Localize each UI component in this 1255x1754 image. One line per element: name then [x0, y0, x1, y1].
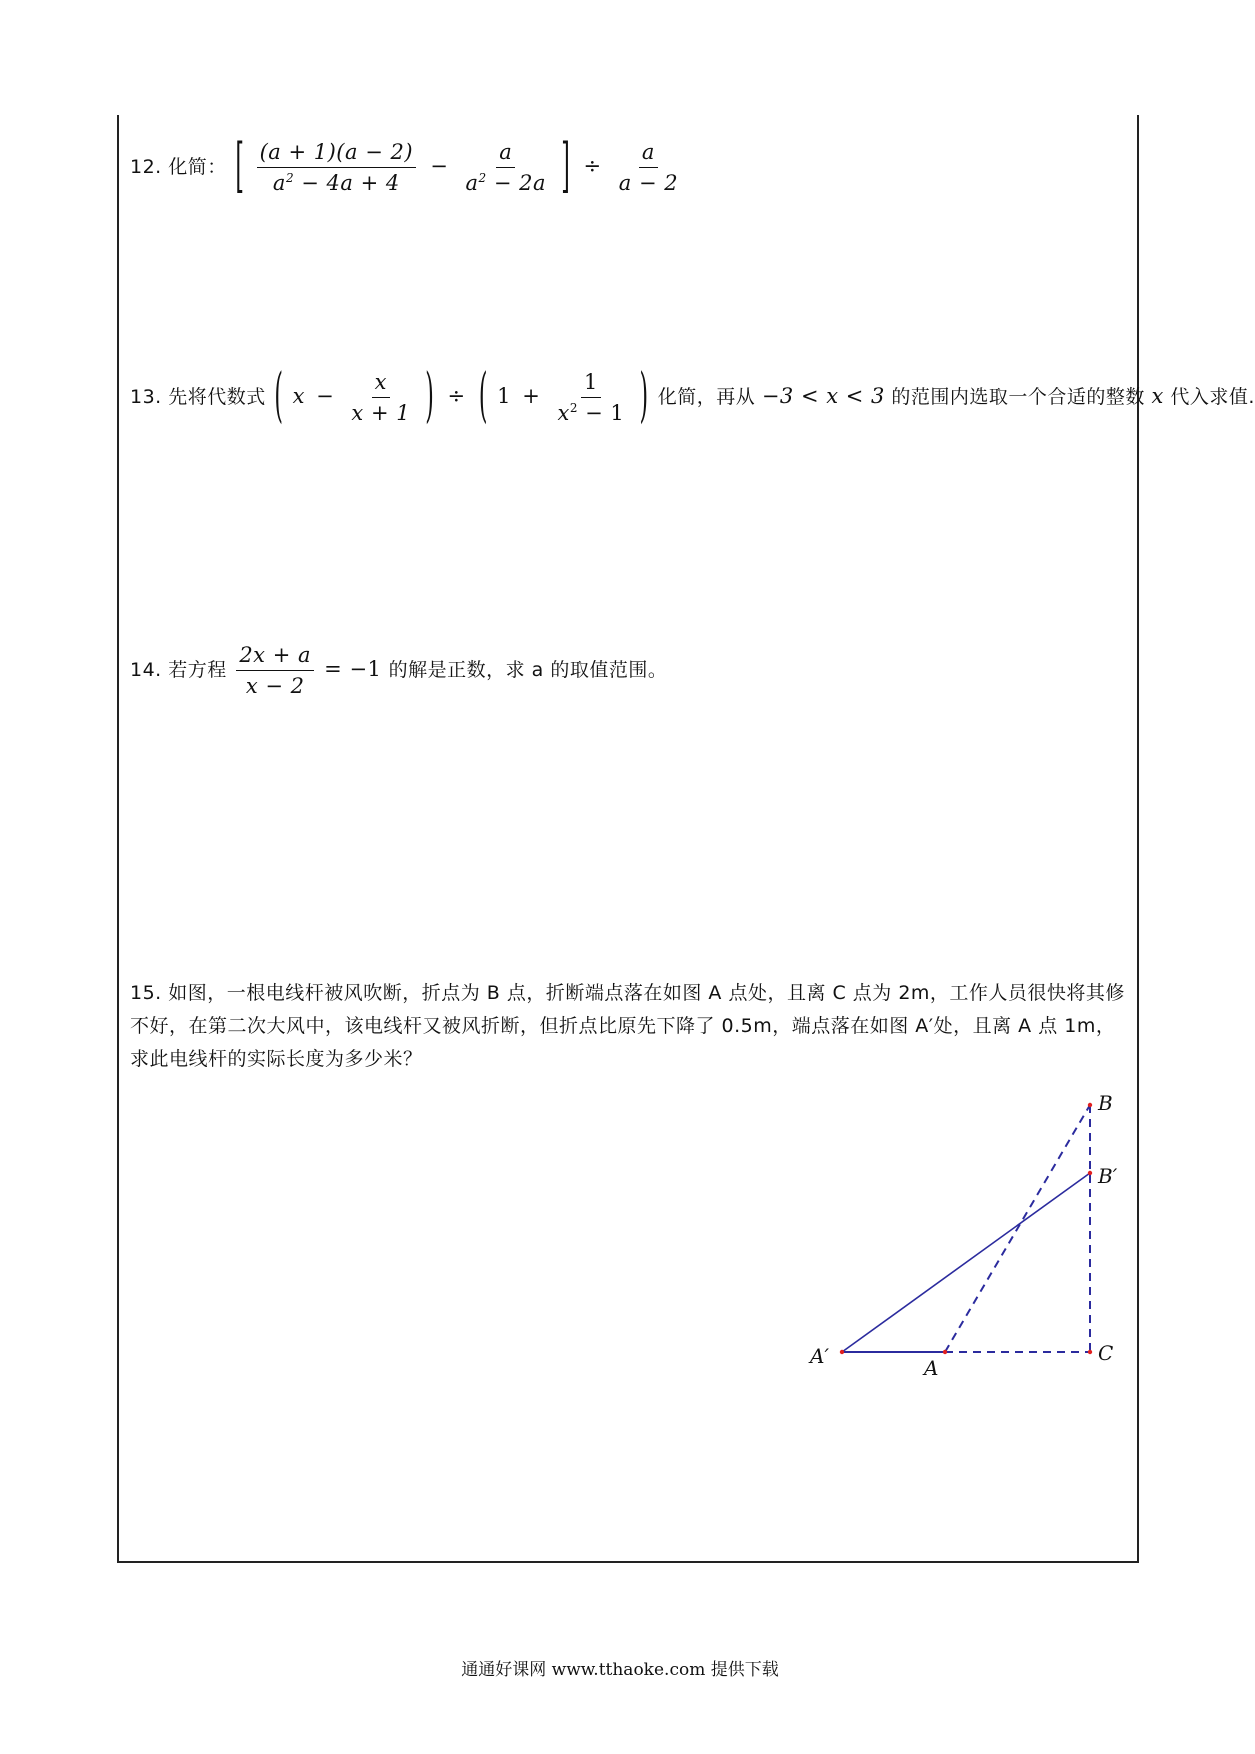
frame-left-border	[117, 115, 119, 1562]
label-A: A	[924, 1356, 939, 1380]
fraction-1	[257, 140, 416, 195]
point-B	[1088, 1103, 1092, 1107]
point-A	[943, 1350, 947, 1354]
equation-fraction: $\frac{2x + a}{x - 2}$	[236, 643, 314, 698]
question-13	[130, 363, 1255, 432]
question-13-suffix-a: 的范围内选取一个合适的整数	[891, 386, 1145, 408]
point-A-prime	[840, 1350, 844, 1354]
fraction-3-denominator: a − 2	[618, 171, 679, 195]
minus-sign: −	[430, 154, 449, 178]
segment-AB	[945, 1105, 1090, 1352]
question-14	[130, 643, 667, 698]
question-15-text: 15. 如图，一根电线杆被风吹断，折点为 B 点，折断端点落在如图 A 点处，且离 C 点为 2m，工作人员很快将其修不好，在第二次大风中，该电线杆又被风折断，但折点比原先下降了 0.5m，端点落在如图 A′处，且离 A 点 1m，求此电线杆的实际长度为多少米？	[130, 982, 1125, 1070]
right-bracket: ]	[561, 133, 571, 202]
page-footer: 通通好课网 www.tthaoke.com 提供下载	[461, 1660, 779, 1680]
frame-bottom-border	[117, 1561, 1139, 1563]
fraction-b: $\frac{1}{x^2 - 1}$	[557, 370, 625, 425]
fraction-1-denominator: $a^2 - 4a + 4$	[272, 171, 400, 195]
left-bracket: [	[235, 133, 245, 202]
label-B-prime: B′	[1098, 1164, 1118, 1188]
fraction-a: $\frac{x}{x + 1}$	[351, 370, 411, 425]
frame-right-border	[1137, 115, 1139, 1562]
fraction-3	[616, 140, 681, 195]
question-12-expression	[233, 133, 684, 202]
left-paren-2: (	[478, 363, 488, 432]
question-12-prefix: 12. 化简：	[130, 156, 227, 178]
right-paren-1: )	[425, 363, 435, 432]
label-A-prime: A′	[810, 1344, 829, 1368]
question-12	[130, 133, 684, 202]
question-13-suffix-b: 代入求值.	[1170, 386, 1255, 408]
question-14-prefix: 14. 若方程	[130, 659, 227, 681]
fraction-1-numerator: (a + 1)(a − 2)	[257, 140, 416, 168]
label-C: C	[1098, 1341, 1114, 1365]
division-sign: ÷	[583, 154, 602, 178]
question-13-middle: 化简，再从	[657, 386, 756, 408]
question-14-suffix: 的解是正数，求 a 的取值范围。	[388, 659, 668, 681]
segment-A-prime-B-prime	[842, 1173, 1090, 1352]
question-14-expression	[233, 643, 388, 698]
fraction-3-numerator: a	[639, 140, 658, 168]
right-paren-2: )	[639, 363, 649, 432]
fraction-2-numerator: a	[496, 140, 515, 168]
question-13-expression: ( x − $\frac{x}{x + 1}$ ) ÷ ( 1 + $\frac{1}{x^2 - 1}$ )	[274, 363, 649, 432]
fraction-2	[463, 140, 550, 195]
equation-rhs: = −1	[324, 657, 382, 681]
question-13-variable: x	[1151, 384, 1164, 408]
point-C	[1088, 1350, 1092, 1354]
question-13-prefix: 13. 先将代数式	[130, 386, 266, 408]
division-sign: ÷	[447, 384, 466, 408]
fraction-2-denominator: $a^2 - 2a$	[465, 171, 547, 195]
point-B-prime	[1088, 1171, 1092, 1175]
label-B: B	[1098, 1091, 1113, 1115]
left-paren-1: (	[274, 363, 284, 432]
question-13-range: −3 < x < 3	[761, 384, 885, 408]
question-15-figure	[800, 1085, 1130, 1385]
